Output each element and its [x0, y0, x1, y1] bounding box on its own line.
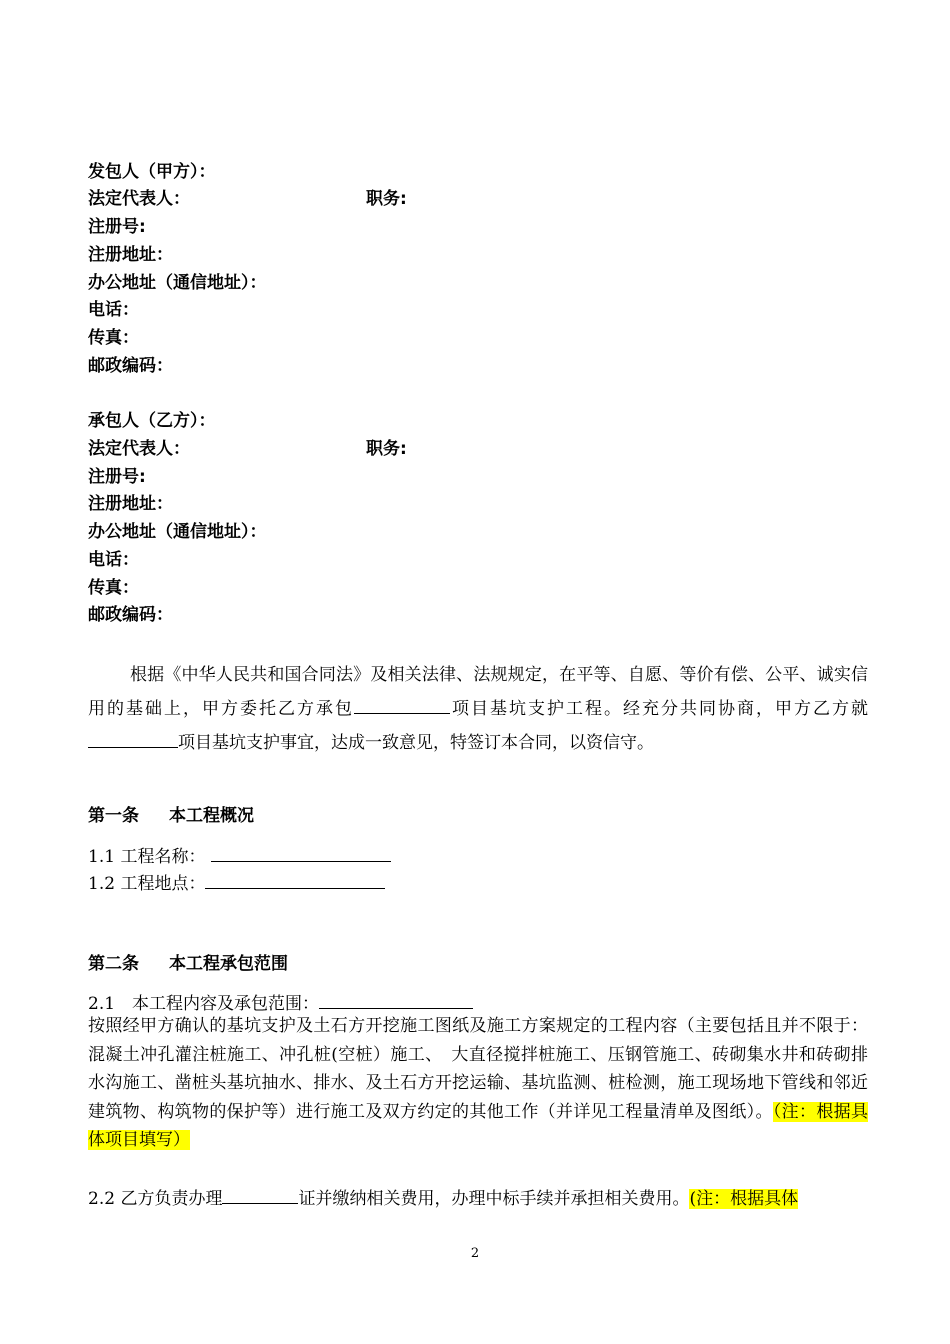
party-a-legal-rep-row [88, 187, 588, 211]
scope-note-highlight: （注：根据具体项目填写） [88, 1101, 869, 1150]
party-b-reg-no: 注册号: [88, 467, 146, 487]
party-b-postcode: 邮政编码： [88, 605, 173, 625]
article-2-item-2 [88, 1185, 866, 1211]
party-a-postcode: 邮政编码： [88, 356, 173, 376]
party-b-fax: 传真： [88, 578, 139, 598]
party-a-heading: 发包人（甲方）： [88, 162, 216, 182]
project-name-field[interactable] [211, 843, 391, 862]
article-2-title: 本工程承包范围 [169, 954, 288, 974]
article-1-item-2 [88, 870, 385, 896]
intro-text-1: 根据《中华人民共和国合同法》及相关法律、法规规定，在平等、自愿、等价有偿、公平、诚实信用的基础上，甲方委托乙方承包 [88, 665, 868, 719]
party-b-phone: 电话： [88, 550, 139, 570]
article-1-item-1 [88, 843, 391, 869]
project-location-label: 1.2 工程地点： [88, 874, 206, 894]
party-b-heading: 承包人（乙方）： [88, 411, 216, 431]
party-a-legal-rep-label: 法定代表人： [88, 189, 190, 209]
article-1-number: 第一条 [88, 806, 139, 826]
article-1-heading [88, 801, 254, 826]
project-name-blank-2[interactable] [88, 729, 178, 748]
intro-text-3: 项目基坑支护事宜，达成一致意见，特签订本合同，以资信守。 [178, 733, 654, 753]
party-a-fax: 传真： [88, 328, 139, 348]
project-location-field[interactable] [205, 870, 385, 889]
project-name-blank-1[interactable] [354, 695, 450, 714]
party-a-reg-no: 注册号: [88, 217, 146, 237]
article-2-heading [88, 949, 288, 974]
scope-paragraph [88, 1012, 868, 1155]
party-a-phone: 电话： [88, 300, 139, 320]
project-name-label: 1.1 工程名称： [88, 847, 206, 867]
scope-label: 2.1 本工程内容及承包范围： [88, 994, 320, 1014]
party-b-legal-rep-label: 法定代表人： [88, 439, 190, 459]
scope-field[interactable] [319, 990, 473, 1009]
scope-text: 按照经甲方确认的基坑支护及土石方开挖施工图纸及施工方案规定的工程内容（主要包括且并不限于：混凝土冲孔灌注桩施工、冲孔桩(空桩）施工、 大直径搅拌桩施工、压钢管施工、砖砌集水井和砖砌排水沟施工、凿桩头基坑抽水、排水、及土石方开挖运输、基坑监测、桩检测，施工现场地下管线和邻近建筑物、构筑物的保护等）进行施工及双方约定的其他工作（并详见工程量清单及图纸）。 [88, 1016, 868, 1122]
intro-paragraph [88, 658, 868, 760]
permit-field[interactable] [222, 1185, 298, 1204]
party-a-office-addr: 办公地址（通信地址）： [88, 273, 267, 293]
party-a-reg-addr: 注册地址： [88, 245, 173, 265]
article-2-number: 第二条 [88, 954, 139, 974]
page-number: 2 [470, 1246, 480, 1261]
party-b-position-label: 职务: [366, 439, 407, 459]
permit-label: 2.2 乙方负责办理 [88, 1189, 223, 1209]
permit-note-highlight: (注：根据具体 [689, 1189, 799, 1209]
party-b-reg-addr: 注册地址： [88, 494, 173, 514]
party-b-office-addr: 办公地址（通信地址）： [88, 522, 267, 542]
party-a-position-label: 职务: [366, 189, 407, 209]
permit-text: 证并缴纳相关费用，办理中标手续并承担相关费用。 [298, 1189, 690, 1209]
party-b-legal-rep-row [88, 437, 588, 461]
intro-text-2: 项目基坑支护工程。经充分共同协商，甲方乙方就 [450, 699, 868, 719]
article-1-title: 本工程概况 [169, 806, 254, 826]
